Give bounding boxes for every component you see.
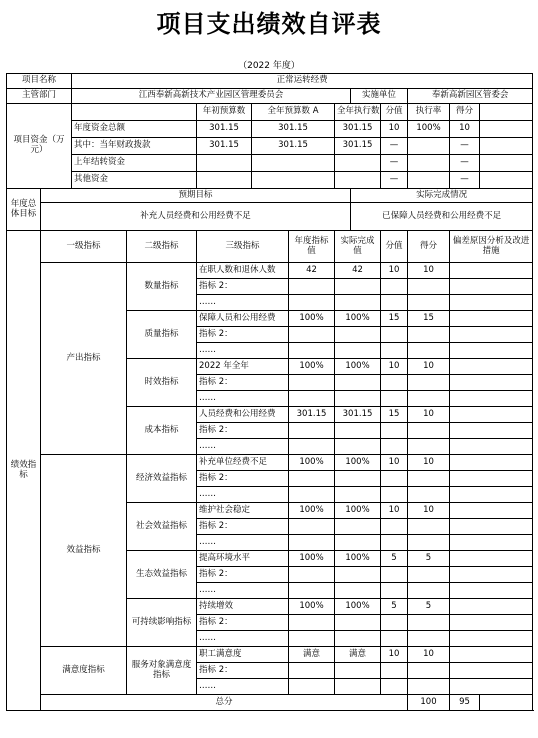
score <box>408 487 450 503</box>
target-value <box>289 615 335 631</box>
target-value <box>289 535 335 551</box>
funds-header-blank <box>72 104 197 121</box>
fund-value: 10 <box>381 121 408 138</box>
level3-indicator: 职工满意度 <box>197 647 289 663</box>
fund-value: 10 <box>450 121 480 138</box>
deviation-reason <box>450 615 533 631</box>
actual-value <box>335 343 381 359</box>
fund-value: — <box>450 138 480 155</box>
score: 5 <box>408 551 450 567</box>
score-value <box>381 439 408 455</box>
level2-indicator: 社会效益指标 <box>127 503 197 551</box>
target-value <box>289 279 335 295</box>
score-value: 10 <box>381 647 408 663</box>
actual-value <box>335 327 381 343</box>
funds-trailing-blank <box>480 104 533 121</box>
col-annual-exec: 全年执行数 <box>335 104 381 121</box>
fund-value <box>252 155 335 172</box>
impl-unit-label: 实施单位 <box>351 89 408 104</box>
score-value <box>381 391 408 407</box>
actual-value: 301.15 <box>335 407 381 423</box>
ellipsis-label: …… <box>197 583 289 599</box>
fund-value <box>197 155 252 172</box>
level2-indicator: 经济效益指标 <box>127 455 197 503</box>
target-value <box>289 391 335 407</box>
score-value <box>381 567 408 583</box>
deviation-reason <box>450 343 533 359</box>
deviation-reason <box>450 663 533 679</box>
deviation-reason <box>450 279 533 295</box>
target-value <box>289 423 335 439</box>
fund-blank <box>480 138 533 155</box>
actual-value <box>335 519 381 535</box>
deviation-reason <box>450 679 533 695</box>
project-name: 正常运转经费 <box>72 74 533 89</box>
deviation-reason <box>450 375 533 391</box>
deviation-reason <box>450 647 533 663</box>
score <box>408 679 450 695</box>
ellipsis-label: …… <box>197 487 289 503</box>
col-level3: 三级指标 <box>197 231 289 263</box>
actual-value <box>335 567 381 583</box>
level3-indicator: 保障人员和公用经费 <box>197 311 289 327</box>
target-value <box>289 679 335 695</box>
deviation-reason <box>450 471 533 487</box>
score <box>408 391 450 407</box>
actual-value: 100% <box>335 359 381 375</box>
project-name-label: 项目名称 <box>7 74 72 89</box>
dept: 江西奉新高新技术产业园区管理委员会 <box>72 89 351 104</box>
expected-goal: 补充人员经费和公用经费不足 <box>41 203 351 231</box>
col-initial-budget: 年初预算数 <box>197 104 252 121</box>
score-value: 5 <box>381 599 408 615</box>
score-value <box>381 279 408 295</box>
target-value <box>289 631 335 647</box>
level1-benefit: 效益指标 <box>41 455 127 647</box>
actual-result: 已保障人员经费和公用经费不足 <box>351 203 533 231</box>
level3-indicator: 维护社会稳定 <box>197 503 289 519</box>
fund-value <box>197 172 252 189</box>
fund-row <box>7 172 533 189</box>
actual-value <box>335 615 381 631</box>
target-value <box>289 471 335 487</box>
ellipsis-label: …… <box>197 679 289 695</box>
score <box>408 535 450 551</box>
col-annual-budget: 全年预算数 A <box>252 104 335 121</box>
score-value: 10 <box>381 455 408 471</box>
fund-row-label: 年度资金总额 <box>72 121 197 138</box>
score-value <box>381 343 408 359</box>
actual-value: 100% <box>335 599 381 615</box>
indicator-2-label: 指标 2： <box>197 471 289 487</box>
deviation-reason <box>450 391 533 407</box>
indicator-2-label: 指标 2： <box>197 663 289 679</box>
score: 10 <box>408 647 450 663</box>
score-value <box>381 535 408 551</box>
total-score-value: 100 <box>408 695 450 711</box>
col-perf-score: 得分 <box>408 231 450 263</box>
fund-row-label: 其他资金 <box>72 172 197 189</box>
deviation-reason <box>450 359 533 375</box>
actual-value <box>335 583 381 599</box>
score: 15 <box>408 311 450 327</box>
dept-label: 主管部门 <box>7 89 72 104</box>
score: 10 <box>408 263 450 279</box>
level1-satisfaction: 满意度指标 <box>41 647 127 695</box>
score <box>408 327 450 343</box>
fund-value: 301.15 <box>197 121 252 138</box>
actual-value <box>335 391 381 407</box>
total-label: 总分 <box>41 695 408 711</box>
fund-value <box>408 172 450 189</box>
actual-value <box>335 487 381 503</box>
fund-value: — <box>381 138 408 155</box>
total-score: 95 <box>450 695 480 711</box>
deviation-reason <box>450 535 533 551</box>
actual-value <box>335 375 381 391</box>
deviation-reason <box>450 327 533 343</box>
deviation-reason <box>450 423 533 439</box>
target-value <box>289 663 335 679</box>
target-value: 100% <box>289 503 335 519</box>
ellipsis-label: …… <box>197 295 289 311</box>
score <box>408 471 450 487</box>
actual-value: 42 <box>335 263 381 279</box>
score-value <box>381 631 408 647</box>
fund-value: 301.15 <box>197 138 252 155</box>
year-label: （2022 年度） <box>238 61 300 71</box>
actual-value <box>335 439 381 455</box>
score: 10 <box>408 503 450 519</box>
target-value <box>289 519 335 535</box>
fund-blank <box>480 121 533 138</box>
self-evaluation-table <box>6 73 533 711</box>
deviation-reason <box>450 551 533 567</box>
score-value: 10 <box>381 263 408 279</box>
actual-result-header: 实际完成情况 <box>351 189 533 203</box>
total-row <box>7 695 533 711</box>
fund-value: — <box>450 172 480 189</box>
indicator-2-label: 指标 2： <box>197 327 289 343</box>
score-value: 10 <box>381 503 408 519</box>
ellipsis-label: …… <box>197 391 289 407</box>
indicator-2-label: 指标 2： <box>197 375 289 391</box>
target-value: 满意 <box>289 647 335 663</box>
score <box>408 583 450 599</box>
score-value: 10 <box>381 359 408 375</box>
score-value <box>381 423 408 439</box>
score <box>408 343 450 359</box>
score-value <box>381 471 408 487</box>
score: 5 <box>408 599 450 615</box>
actual-value <box>335 295 381 311</box>
target-value <box>289 375 335 391</box>
fund-value: 301.15 <box>335 138 381 155</box>
deviation-reason <box>450 295 533 311</box>
score-value <box>381 679 408 695</box>
page-title: 项目支出绩效自评表 <box>156 10 382 38</box>
fund-value: 301.15 <box>335 121 381 138</box>
goals-label: 年度总体目标 <box>7 189 41 231</box>
total-reason <box>480 695 533 711</box>
deviation-reason <box>450 519 533 535</box>
score: 10 <box>408 359 450 375</box>
perf-label: 绩效指标 <box>7 231 41 711</box>
indicator-2-label: 指标 2： <box>197 567 289 583</box>
score-value <box>381 295 408 311</box>
indicator-2-label: 指标 2： <box>197 615 289 631</box>
target-value <box>289 343 335 359</box>
target-value <box>289 487 335 503</box>
indicator-2-label: 指标 2： <box>197 279 289 295</box>
score-value <box>381 583 408 599</box>
indicator-row <box>7 455 533 471</box>
col-actual: 实际完成值 <box>335 231 381 263</box>
level2-indicator: 时效指标 <box>127 359 197 407</box>
level2-indicator: 可持续影响指标 <box>127 599 197 647</box>
score <box>408 279 450 295</box>
actual-value <box>335 279 381 295</box>
score-value: 5 <box>381 551 408 567</box>
actual-value <box>335 535 381 551</box>
fund-value <box>252 172 335 189</box>
level2-indicator: 质量指标 <box>127 311 197 359</box>
actual-value <box>335 631 381 647</box>
fund-value: — <box>381 155 408 172</box>
deviation-reason <box>450 455 533 471</box>
target-value: 100% <box>289 599 335 615</box>
score-value: 15 <box>381 311 408 327</box>
deviation-reason <box>450 583 533 599</box>
expected-goal-header: 预期目标 <box>41 189 351 203</box>
actual-value: 100% <box>335 503 381 519</box>
actual-value <box>335 679 381 695</box>
fund-value: — <box>450 155 480 172</box>
fund-blank <box>480 172 533 189</box>
actual-value <box>335 471 381 487</box>
fund-value <box>335 172 381 189</box>
fund-value: 100% <box>408 121 450 138</box>
target-value: 100% <box>289 455 335 471</box>
col-target: 年度指标值 <box>289 231 335 263</box>
indicator-2-label: 指标 2： <box>197 423 289 439</box>
target-value: 301.15 <box>289 407 335 423</box>
target-value: 100% <box>289 359 335 375</box>
target-value <box>289 327 335 343</box>
fund-row-label: 上年结转资金 <box>72 155 197 172</box>
deviation-reason <box>450 599 533 615</box>
deviation-reason <box>450 311 533 327</box>
level3-indicator: 持续增效 <box>197 599 289 615</box>
level2-indicator: 成本指标 <box>127 407 197 455</box>
score <box>408 295 450 311</box>
score-value <box>381 663 408 679</box>
deviation-reason <box>450 567 533 583</box>
level3-indicator: 人员经费和公用经费 <box>197 407 289 423</box>
target-value: 100% <box>289 551 335 567</box>
score <box>408 615 450 631</box>
ellipsis-label: …… <box>197 535 289 551</box>
indicator-row <box>7 647 533 663</box>
col-score: 得分 <box>450 104 480 121</box>
target-value: 100% <box>289 311 335 327</box>
level3-indicator: 提高环境水平 <box>197 551 289 567</box>
actual-value: 100% <box>335 455 381 471</box>
target-value <box>289 439 335 455</box>
indicator-2-label: 指标 2： <box>197 519 289 535</box>
level3-indicator: 在职人数和退休人数 <box>197 263 289 279</box>
deviation-reason <box>450 503 533 519</box>
actual-value <box>335 663 381 679</box>
target-value <box>289 567 335 583</box>
target-value <box>289 583 335 599</box>
level2-indicator: 服务对象满意度指标 <box>127 647 197 695</box>
score <box>408 631 450 647</box>
fund-row-label: 其中：当年财政拨款 <box>72 138 197 155</box>
score-value <box>381 519 408 535</box>
fund-value: 301.15 <box>252 121 335 138</box>
col-exec-rate: 执行率 <box>408 104 450 121</box>
score <box>408 567 450 583</box>
impl-unit: 奉新高新园区管委会 <box>408 89 533 104</box>
target-value <box>289 295 335 311</box>
score-value <box>381 375 408 391</box>
actual-value: 100% <box>335 311 381 327</box>
level1-output: 产出指标 <box>41 263 127 455</box>
col-level1: 一级指标 <box>41 231 127 263</box>
level3-indicator: 补充单位经费不足 <box>197 455 289 471</box>
deviation-reason <box>450 487 533 503</box>
level3-indicator: 2022 年全年 <box>197 359 289 375</box>
col-score-value: 分值 <box>381 104 408 121</box>
score: 10 <box>408 455 450 471</box>
ellipsis-label: …… <box>197 439 289 455</box>
fund-value <box>408 155 450 172</box>
actual-value: 满意 <box>335 647 381 663</box>
score: 10 <box>408 407 450 423</box>
deviation-reason <box>450 439 533 455</box>
col-perf-score-value: 分值 <box>381 231 408 263</box>
fund-row <box>7 121 533 138</box>
score-value <box>381 327 408 343</box>
deviation-reason <box>450 631 533 647</box>
fund-row <box>7 138 533 155</box>
score <box>408 439 450 455</box>
score <box>408 423 450 439</box>
score <box>408 375 450 391</box>
funds-label: 项目资金（万元） <box>7 104 72 189</box>
fund-value <box>335 155 381 172</box>
ellipsis-label: …… <box>197 343 289 359</box>
fund-value: 301.15 <box>252 138 335 155</box>
level2-indicator: 数量指标 <box>127 263 197 311</box>
col-reason: 偏差原因分析及改进措施 <box>450 231 533 263</box>
score-value <box>381 615 408 631</box>
deviation-reason <box>450 263 533 279</box>
actual-value: 100% <box>335 551 381 567</box>
score-value: 15 <box>381 407 408 423</box>
fund-row <box>7 155 533 172</box>
score <box>408 663 450 679</box>
ellipsis-label: …… <box>197 631 289 647</box>
indicator-row <box>7 263 533 279</box>
target-value: 42 <box>289 263 335 279</box>
score-value <box>381 487 408 503</box>
score <box>408 519 450 535</box>
deviation-reason <box>450 407 533 423</box>
actual-value <box>335 423 381 439</box>
fund-blank <box>480 155 533 172</box>
col-level2: 二级指标 <box>127 231 197 263</box>
fund-value: — <box>381 172 408 189</box>
fund-value <box>408 138 450 155</box>
level2-indicator: 生态效益指标 <box>127 551 197 599</box>
